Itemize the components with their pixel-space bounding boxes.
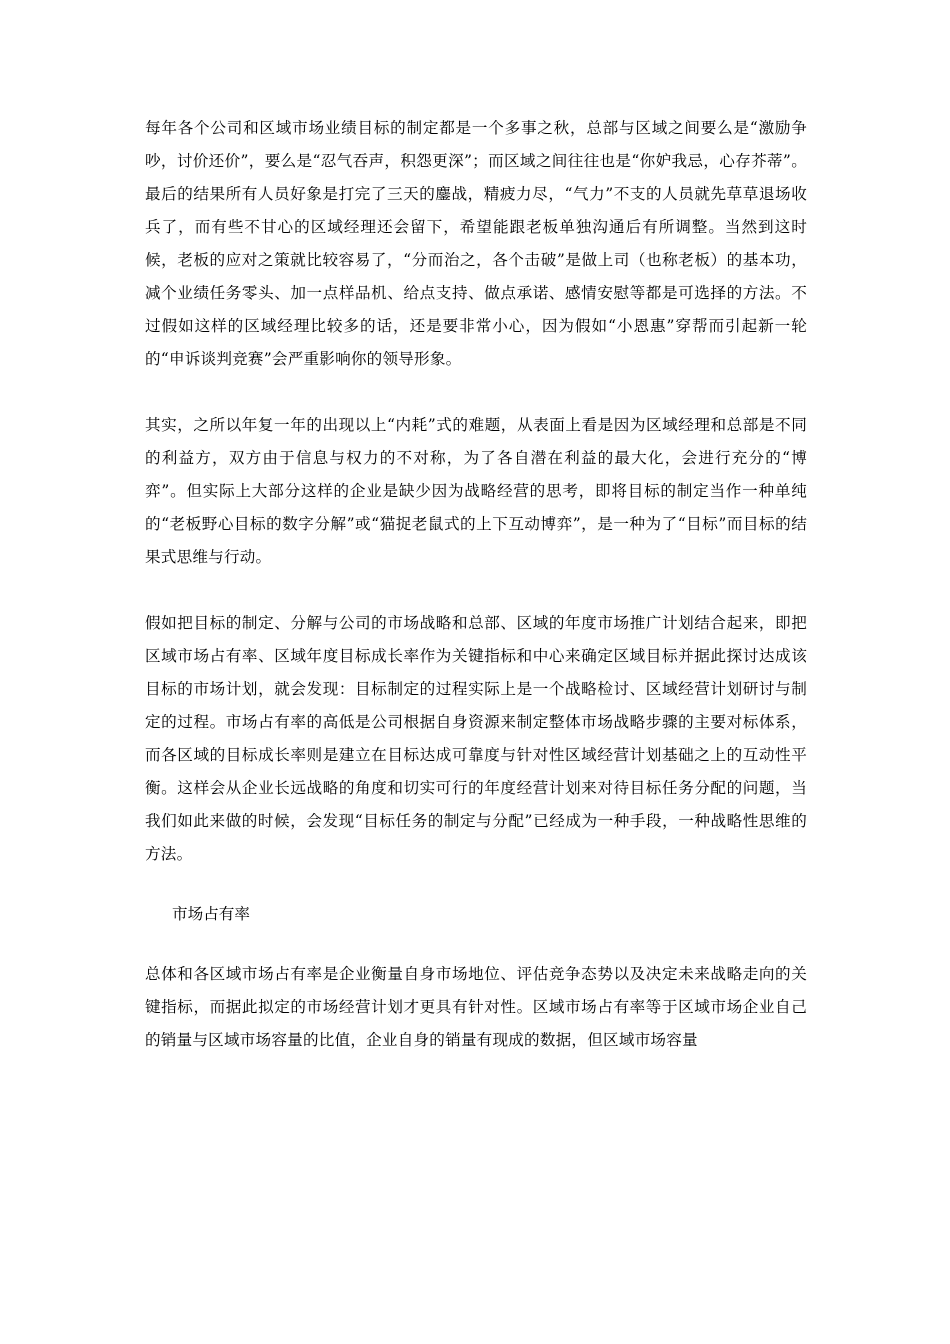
document-page bbox=[145, 112, 807, 1057]
paragraph-1: 每年各个公司和区域市场业绩目标的制定都是一个多事之秋，总部与区域之间要么是“激励争吵，讨价还价”，要么是“忍气吞声，积怨更深”；而区域之间往往也是“你妒我忌，心存芥蒂”。最后的结果所有人员好象是打完了三天的鏖战，精疲力尽，“气力”不支的人员就先草草退场收兵了，而有些不甘心的区域经理还会留下，希望能跟老板单独沟通后有所调整。当然到这时候，老板的应对之策就比较容易了，“分而治之，各个击破”是做上司（也称老板）的基本功，减个业绩任务零头、加一点样品机、给点支持、做点承诺、感情安慰等都是可选择的方法。不过假如这样的区域经理比较多的话，还是要非常小心，因为假如“小恩惠”穿帮而引起新一轮的“申诉谈判竞赛”会严重影响你的领导形象。 bbox=[145, 119, 807, 368]
paragraph-4: 总体和各区域市场占有率是企业衡量自身市场地位、评估竞争态势以及决定未来战略走向的关键指标，而据此拟定的市场经营计划才更具有针对性。区域市场占有率等于区域市场企业自己的销量与区域市场容量的比值，企业自身的销量有现成的数据，但区域市场容量 bbox=[145, 965, 807, 1049]
section-heading: 市场占有率 bbox=[172, 905, 250, 923]
paragraph-3: 假如把目标的制定、分解与公司的市场战略和总部、区域的年度市场推广计划结合起来，即把区域市场占有率、区域年度目标成长率作为关键指标和中心来确定区域目标并据此探讨达成该目标的市场计划，就会发现：目标制定的过程实际上是一个战略检讨、区域经营计划研讨与制定的过程。市场占有率的高低是公司根据自身资源来制定整体市场战略步骤的主要对标体系，而各区域的目标成长率则是建立在目标达成可靠度与针对性区域经营计划基础之上的互动性平衡。这样会从企业长远战略的角度和切实可行的年度经营计划来对待目标任务分配的问题，当我们如此来做的时候，会发现“目标任务的制定与分配”已经成为一种手段，一种战略性思维的方法。 bbox=[145, 614, 807, 863]
paragraph-2: 其实，之所以年复一年的出现以上“内耗”式的难题，从表面上看是因为区域经理和总部是不同的利益方，双方由于信息与权力的不对称，为了各自潜在利益的最大化，会进行充分的“博弈”。但实际上大部分这样的企业是缺少因为战略经营的思考，即将目标的制定当作一种单纯的“老板野心目标的数字分解”或“猫捉老鼠式的上下互动博弈”，是一种为了“目标”而目标的结果式思维与行动。 bbox=[145, 416, 807, 566]
